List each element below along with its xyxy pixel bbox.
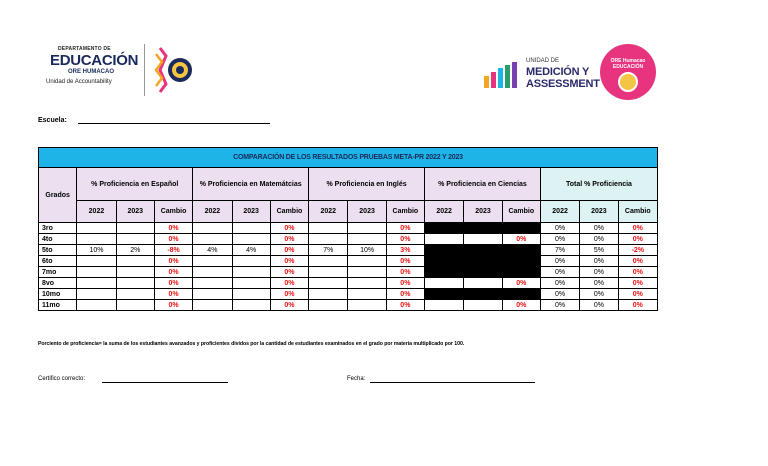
value-cell: 0% — [580, 278, 618, 289]
blacked-out-cell — [464, 256, 502, 267]
table-row — [39, 278, 658, 289]
value-cell — [232, 278, 270, 289]
table-row — [39, 300, 658, 311]
cambio-cell: 0% — [386, 278, 424, 289]
value-cell — [116, 256, 154, 267]
value-cell — [309, 256, 348, 267]
value-cell — [232, 256, 270, 267]
cambio-cell: 3% — [386, 245, 424, 256]
value-cell — [77, 278, 116, 289]
value-cell — [232, 223, 270, 234]
value-cell — [309, 267, 348, 278]
value-cell — [77, 289, 116, 300]
cambio-cell: 0% — [502, 300, 540, 311]
cambio-cell: 0% — [386, 256, 424, 267]
cambio-cell: 0% — [154, 223, 192, 234]
escuela-label: Escuela: — [38, 117, 67, 124]
grade-label: 5to — [39, 245, 77, 256]
cambio-cell: 0% — [618, 267, 657, 278]
certifico-input-line[interactable] — [102, 382, 228, 383]
year-header: 2023 — [116, 201, 154, 223]
value-cell — [348, 267, 386, 278]
value-cell — [193, 267, 232, 278]
value-cell — [116, 300, 154, 311]
value-cell — [77, 234, 116, 245]
cambio-cell: 0% — [618, 278, 657, 289]
cambio-cell: 0% — [270, 245, 308, 256]
table-row — [39, 267, 658, 278]
medicion-assessment-logo — [484, 44, 664, 104]
cambio-cell: 0% — [386, 300, 424, 311]
value-cell — [464, 300, 502, 311]
value-cell: 0% — [540, 289, 579, 300]
value-cell — [77, 256, 116, 267]
value-cell — [464, 234, 502, 245]
value-cell — [116, 278, 154, 289]
value-cell — [232, 289, 270, 300]
cambio-cell: 0% — [154, 234, 192, 245]
value-cell — [309, 234, 348, 245]
year-header: 2022 — [77, 201, 116, 223]
cambio-cell: 0% — [386, 223, 424, 234]
badge-line2: EDUCACIÓN — [612, 64, 644, 70]
year-header: 2022 — [193, 201, 232, 223]
cambio-cell: 0% — [618, 289, 657, 300]
table-row — [39, 234, 658, 245]
grade-label: 10mo — [39, 289, 77, 300]
table-row — [39, 289, 658, 300]
logo-divider — [144, 44, 145, 96]
cambio-cell: 0% — [386, 289, 424, 300]
value-cell — [348, 289, 386, 300]
grade-label: 8vo — [39, 278, 77, 289]
value-cell — [464, 278, 502, 289]
blacked-out-cell — [464, 245, 502, 256]
fecha-label: Fecha: — [347, 376, 366, 382]
unidad-de-label: UNIDAD DE — [526, 58, 560, 64]
subject-header-ingles: % Proficiencia en Inglés — [309, 168, 425, 201]
blacked-out-cell — [502, 223, 540, 234]
value-cell — [232, 267, 270, 278]
value-cell — [425, 234, 464, 245]
cambio-cell: 0% — [618, 300, 657, 311]
unidad-accountability-label: Unidad de Accountability — [46, 79, 112, 85]
value-cell — [232, 300, 270, 311]
blacked-out-cell — [464, 223, 502, 234]
value-cell: 4% — [232, 245, 270, 256]
puerto-rico-seal-icon — [152, 46, 196, 94]
year-header: 2023 — [232, 201, 270, 223]
value-cell: 0% — [580, 256, 618, 267]
value-cell — [348, 256, 386, 267]
value-cell: 0% — [540, 300, 579, 311]
value-cell: 0% — [580, 289, 618, 300]
certifico-label: Certifico correcto: — [38, 376, 86, 382]
value-cell — [425, 278, 464, 289]
value-cell — [309, 223, 348, 234]
blacked-out-cell — [502, 256, 540, 267]
blacked-out-cell — [425, 267, 464, 278]
cambio-cell: -2% — [618, 245, 657, 256]
value-cell: 0% — [540, 234, 579, 245]
blacked-out-cell — [502, 267, 540, 278]
cambio-cell: 0% — [270, 300, 308, 311]
table-title: COMPARACIÓN DE LOS RESULTADOS PRUEBAS META-PR 2022 Y 2023 — [39, 148, 658, 168]
blacked-out-cell — [425, 289, 464, 300]
blacked-out-cell — [425, 223, 464, 234]
value-cell — [193, 256, 232, 267]
value-cell: 0% — [580, 267, 618, 278]
value-cell — [77, 300, 116, 311]
value-cell — [348, 234, 386, 245]
year-header: Cambio — [154, 201, 192, 223]
value-cell — [348, 300, 386, 311]
year-header: 2023 — [580, 201, 618, 223]
grade-label: 6to — [39, 256, 77, 267]
value-cell: 7% — [309, 245, 348, 256]
grados-header: Grados — [39, 168, 77, 223]
value-cell — [77, 223, 116, 234]
grade-label: 4to — [39, 234, 77, 245]
value-cell: 10% — [348, 245, 386, 256]
value-cell: 0% — [540, 267, 579, 278]
cambio-cell: 0% — [154, 278, 192, 289]
blacked-out-cell — [464, 267, 502, 278]
fecha-input-line[interactable] — [370, 382, 535, 383]
subject-header-matematicas: % Proficiencia en Matemátcias — [193, 168, 309, 201]
value-cell — [193, 234, 232, 245]
cambio-cell: 0% — [154, 289, 192, 300]
cambio-cell: 0% — [270, 256, 308, 267]
blacked-out-cell — [425, 256, 464, 267]
ore-label: ORE HUMACAO — [68, 69, 114, 75]
value-cell: 0% — [580, 300, 618, 311]
grade-label: 7mo — [39, 267, 77, 278]
cambio-cell: 0% — [502, 278, 540, 289]
year-header: 2023 — [348, 201, 386, 223]
year-header: 2022 — [425, 201, 464, 223]
table-row — [39, 256, 658, 267]
table-row — [39, 245, 658, 256]
value-cell: 2% — [116, 245, 154, 256]
value-cell — [309, 289, 348, 300]
value-cell: 0% — [580, 234, 618, 245]
cambio-cell: 0% — [618, 223, 657, 234]
value-cell — [116, 223, 154, 234]
cambio-cell: 0% — [618, 234, 657, 245]
value-cell — [116, 234, 154, 245]
cambio-cell: 0% — [502, 234, 540, 245]
value-cell — [309, 300, 348, 311]
cambio-cell: 0% — [154, 267, 192, 278]
value-cell: 4% — [193, 245, 232, 256]
value-cell — [77, 267, 116, 278]
badge-seal-icon — [618, 72, 638, 92]
value-cell: 0% — [540, 223, 579, 234]
value-cell: 0% — [540, 278, 579, 289]
year-header: Cambio — [502, 201, 540, 223]
value-cell — [193, 223, 232, 234]
educacion-label: EDUCACIÓN — [50, 52, 139, 69]
year-header: 2022 — [309, 201, 348, 223]
cambio-cell: -8% — [154, 245, 192, 256]
year-header: 2023 — [464, 201, 502, 223]
year-header: Cambio — [386, 201, 424, 223]
value-cell — [116, 289, 154, 300]
subject-header-ciencias: % Proficiencia en Ciencias — [425, 168, 541, 201]
value-cell — [193, 300, 232, 311]
assessment-label: ASSESSMENT — [526, 78, 600, 90]
cambio-cell: 0% — [270, 234, 308, 245]
cambio-cell: 0% — [154, 300, 192, 311]
value-cell: 0% — [540, 256, 579, 267]
escuela-input-line[interactable] — [78, 123, 270, 124]
badge-line1: ORE Humacao — [610, 58, 646, 64]
value-cell — [232, 234, 270, 245]
cambio-cell: 0% — [270, 267, 308, 278]
subject-header-total: Total % Proficiencia — [540, 168, 657, 201]
medicion-label: MEDICIÓN Y — [526, 66, 590, 78]
year-header: Cambio — [270, 201, 308, 223]
year-header: 2022 — [540, 201, 579, 223]
blacked-out-cell — [464, 289, 502, 300]
educacion-logo — [48, 44, 198, 100]
value-cell — [425, 300, 464, 311]
table-row — [39, 223, 658, 234]
subject-header-espanol: % Proficiencia en Español — [77, 168, 193, 201]
year-header: Cambio — [618, 201, 657, 223]
blacked-out-cell — [502, 289, 540, 300]
value-cell — [116, 267, 154, 278]
bar-chart-icon — [484, 62, 522, 88]
value-cell — [193, 289, 232, 300]
value-cell — [348, 223, 386, 234]
ore-humacao-badge — [600, 44, 656, 100]
value-cell — [348, 278, 386, 289]
cambio-cell: 0% — [386, 267, 424, 278]
cambio-cell: 0% — [154, 256, 192, 267]
blacked-out-cell — [502, 245, 540, 256]
proficiency-note: Porciento de proficiencia= la suma de los estudiantes avanzados y proficientes dividos por la cantidad de estudiantes examinados en el grado por materia multiplicado por 100. — [38, 341, 465, 347]
cambio-cell: 0% — [618, 256, 657, 267]
grade-label: 11mo — [39, 300, 77, 311]
cambio-cell: 0% — [386, 234, 424, 245]
grade-label: 3ro — [39, 223, 77, 234]
value-cell: 7% — [540, 245, 579, 256]
value-cell: 0% — [580, 223, 618, 234]
cambio-cell: 0% — [270, 278, 308, 289]
cambio-cell: 0% — [270, 289, 308, 300]
value-cell — [193, 278, 232, 289]
blacked-out-cell — [425, 245, 464, 256]
value-cell — [309, 278, 348, 289]
dept-label: DEPARTAMENTO DE — [58, 46, 111, 52]
value-cell: 5% — [580, 245, 618, 256]
value-cell: 10% — [77, 245, 116, 256]
results-table — [38, 147, 658, 311]
cambio-cell: 0% — [270, 223, 308, 234]
